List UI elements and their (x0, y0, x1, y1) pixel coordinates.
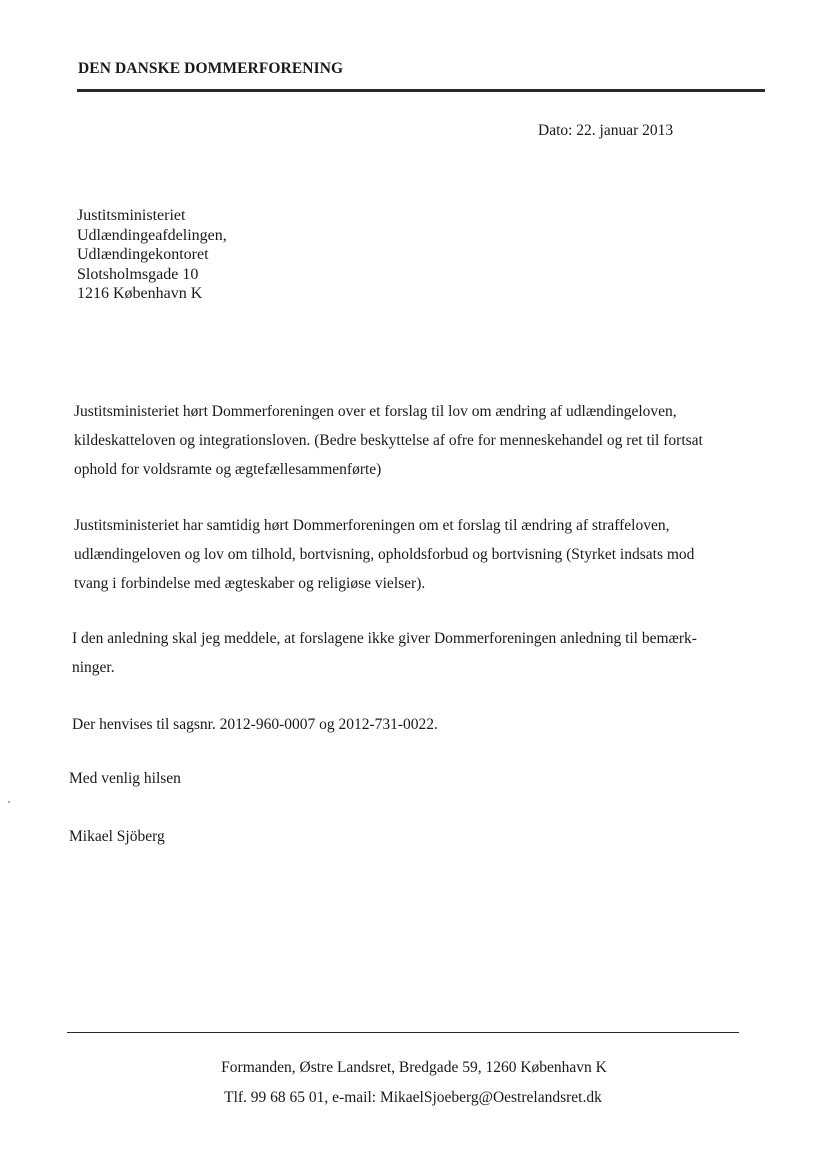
body-paragraph-4 (72, 710, 752, 739)
signature-name: Mikael Sjöberg (69, 828, 165, 845)
footer-contact: Tlf. 99 68 65 01, e-mail: MikaelSjoeberg@Oestrelandsret.dk (224, 1089, 602, 1106)
body-paragraph-2 (74, 511, 754, 598)
text-line: ophold for voldsramte og ægtefællesammenførte) (74, 461, 382, 478)
footer-address: Formanden, Østre Landsret, Bredgade 59, 1260 København K (221, 1059, 607, 1076)
address-line: Udlændingekontoret (77, 246, 209, 263)
closing-salutation: Med venlig hilsen (69, 770, 181, 787)
address-line: Justitsministeriet (77, 207, 186, 224)
text-line: Justitsministeriet hørt Dommerforeningen over et forslag til lov om ændring af udlændingeloven, (74, 403, 677, 420)
text-line: udlændingeloven og lov om tilhold, bortvisning, opholdsforbud og bortvisning (Styrket indsats mod (74, 546, 695, 563)
recipient-address (77, 206, 227, 304)
address-line: 1216 København K (77, 285, 203, 302)
footer-rule (67, 1032, 739, 1033)
text-line: ninger. (72, 659, 115, 676)
text-line: Justitsministeriet har samtidig hørt Dommerforeningen om et forslag til ændring af straffeloven, (74, 517, 670, 534)
footer (0, 1053, 826, 1113)
body-paragraph-3 (72, 624, 752, 682)
text-line: I den anledning skal jeg meddele, at forslagene ikke giver Dommerforeningen anledning til bemærk- (72, 630, 697, 647)
text-line: Der henvises til sagsnr. 2012-960-0007 og 2012-731-0022. (72, 716, 438, 733)
text-line: kildeskatteloven og integrationsloven. (Bedre beskyttelse af ofre for menneskehandel og ret til fortsat (74, 432, 703, 449)
letterhead-rule (77, 89, 765, 92)
address-line: Slotsholmsgade 10 (77, 265, 199, 283)
scan-speck (8, 801, 10, 803)
text-line: tvang i forbindelse med ægteskaber og religiøse vielser). (74, 575, 426, 592)
address-line: Udlændingeafdelingen, (77, 226, 227, 244)
letterhead-title: DEN DANSKE DOMMERFORENING (78, 60, 344, 77)
letter-date: Dato: 22. januar 2013 (538, 122, 674, 139)
body-paragraph-1 (74, 397, 754, 484)
